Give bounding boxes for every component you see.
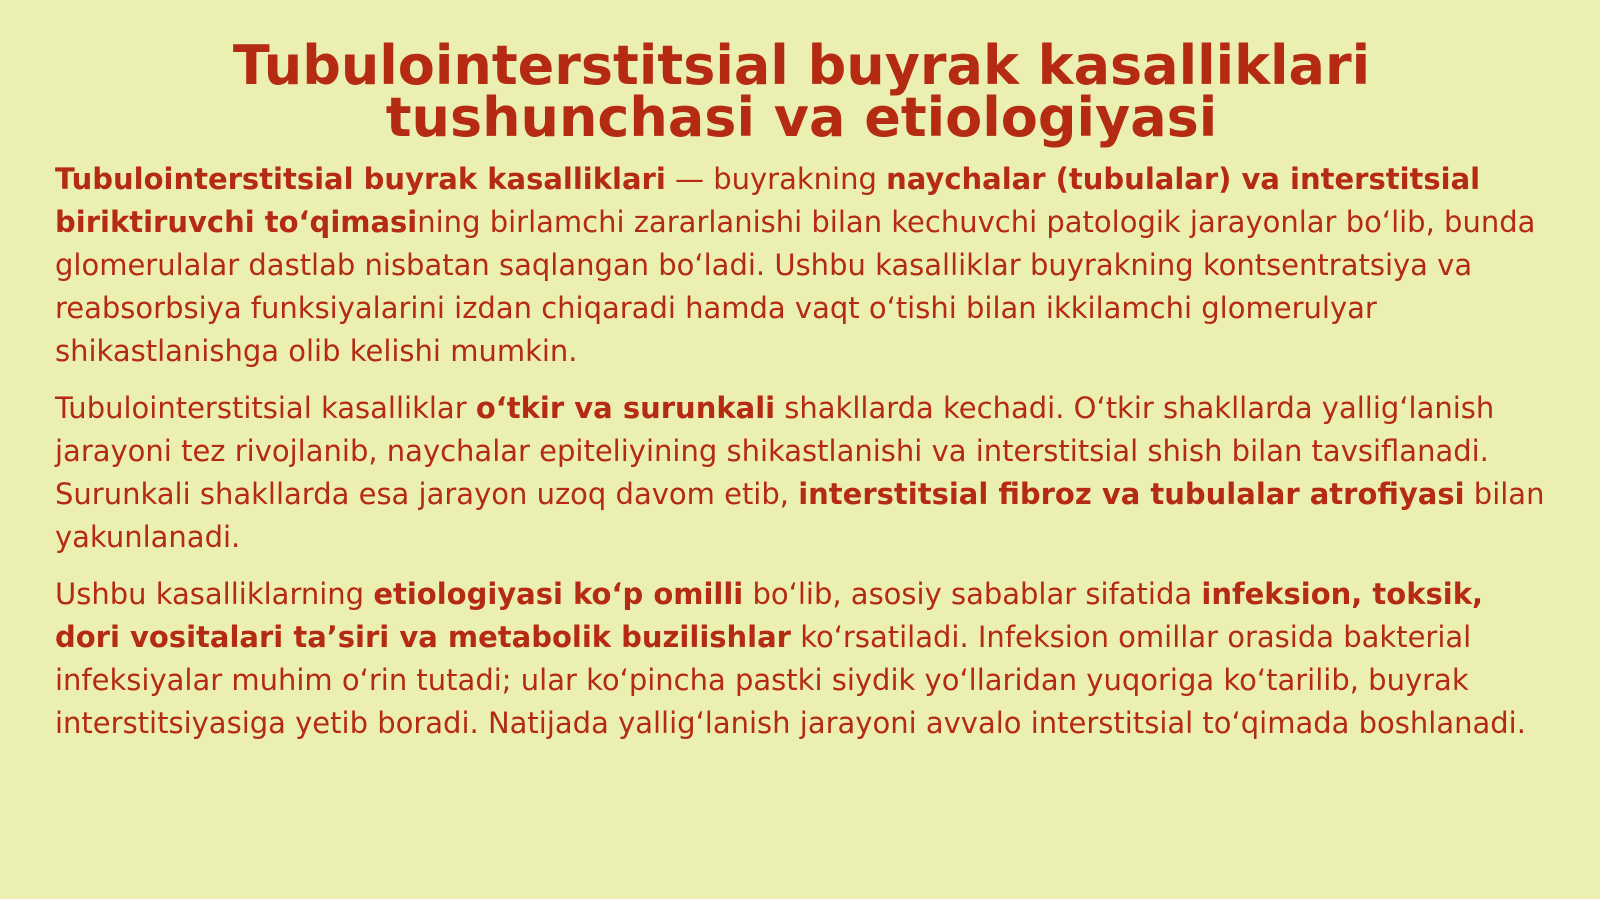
paragraph-3-segment-1: Ushbu kasalliklarning bbox=[55, 577, 374, 611]
slide-title bbox=[55, 34, 1548, 149]
paragraph-2-segment-4: interstitsial fibroz va tubulalar atrofiyasi bbox=[798, 477, 1465, 511]
slide-title-line-2: tushunchasi va etiologiyasi bbox=[385, 86, 1218, 149]
paragraph-2-segment-5: bilan yakunlanadi. bbox=[55, 477, 1545, 554]
paragraph-1-segment-1: Tubulointerstitsial buyrak kasalliklari bbox=[55, 162, 666, 196]
paragraph-forms bbox=[55, 387, 1548, 559]
paragraph-definition bbox=[55, 158, 1548, 373]
paragraph-3-segment-3: bo‘lib, asosiy sabablar sifatida bbox=[743, 577, 1202, 611]
paragraph-2-segment-3: shakllarda kechadi. O‘tkir shakllarda yallig‘lanish jarayoni tez rivojlanib, naychalar epiteliyining shikastlanishi va interstitsial shish bilan tavsiflanadi. Surunkali shakllarda esa jarayon uzoq davom etib, bbox=[55, 391, 1495, 511]
paragraph-2-segment-2: o‘tkir va surunkali bbox=[475, 391, 776, 425]
paragraph-3-segment-2: etiologiyasi ko‘p omilli bbox=[373, 577, 744, 611]
paragraph-1-segment-3: naychalar (tubulalar) va interstitsial biriktiruvchi to‘qimasi bbox=[55, 162, 1481, 239]
paragraph-3-segment-4: infeksion, toksik, dori vositalari ta’siri va metabolik buzilishlar bbox=[55, 577, 1483, 654]
paragraph-1-segment-4: ning birlamchi zararlanishi bilan kechuvchi patologik jarayonlar bo‘lib, bunda glomerulalar dastlab nisbatan saqlangan bo‘ladi. Ushbu kasalliklar buyrakning kontsentratsiya va reabsorbsiya funksiyalarini izdan chiqaradi hamda vaqt o‘tishi bilan ikkilamchi glomerulyar shikastlanishga olib kelishi mumkin. bbox=[55, 205, 1536, 368]
paragraph-2-segment-1: Tubulointerstitsial kasalliklar bbox=[55, 391, 476, 425]
paragraph-etiology bbox=[55, 573, 1548, 745]
slide-title-line-1: Tubulointerstitsial buyrak kasalliklari bbox=[232, 34, 1371, 97]
paragraph-3-segment-5: ko‘rsatiladi. Infeksion omillar orasida bakterial infeksiyalar muhim o‘rin tutadi; ular ko‘pincha pastki siydik yo‘llaridan yuqoriga ko‘tarilib, buyrak interstitsiyasiga yetib boradi. Natijada yallig‘lanish jarayoni avvalo interstitsial to‘qimada boshlanadi. bbox=[55, 620, 1526, 740]
paragraph-1-segment-2: — buyrakning bbox=[665, 162, 887, 196]
